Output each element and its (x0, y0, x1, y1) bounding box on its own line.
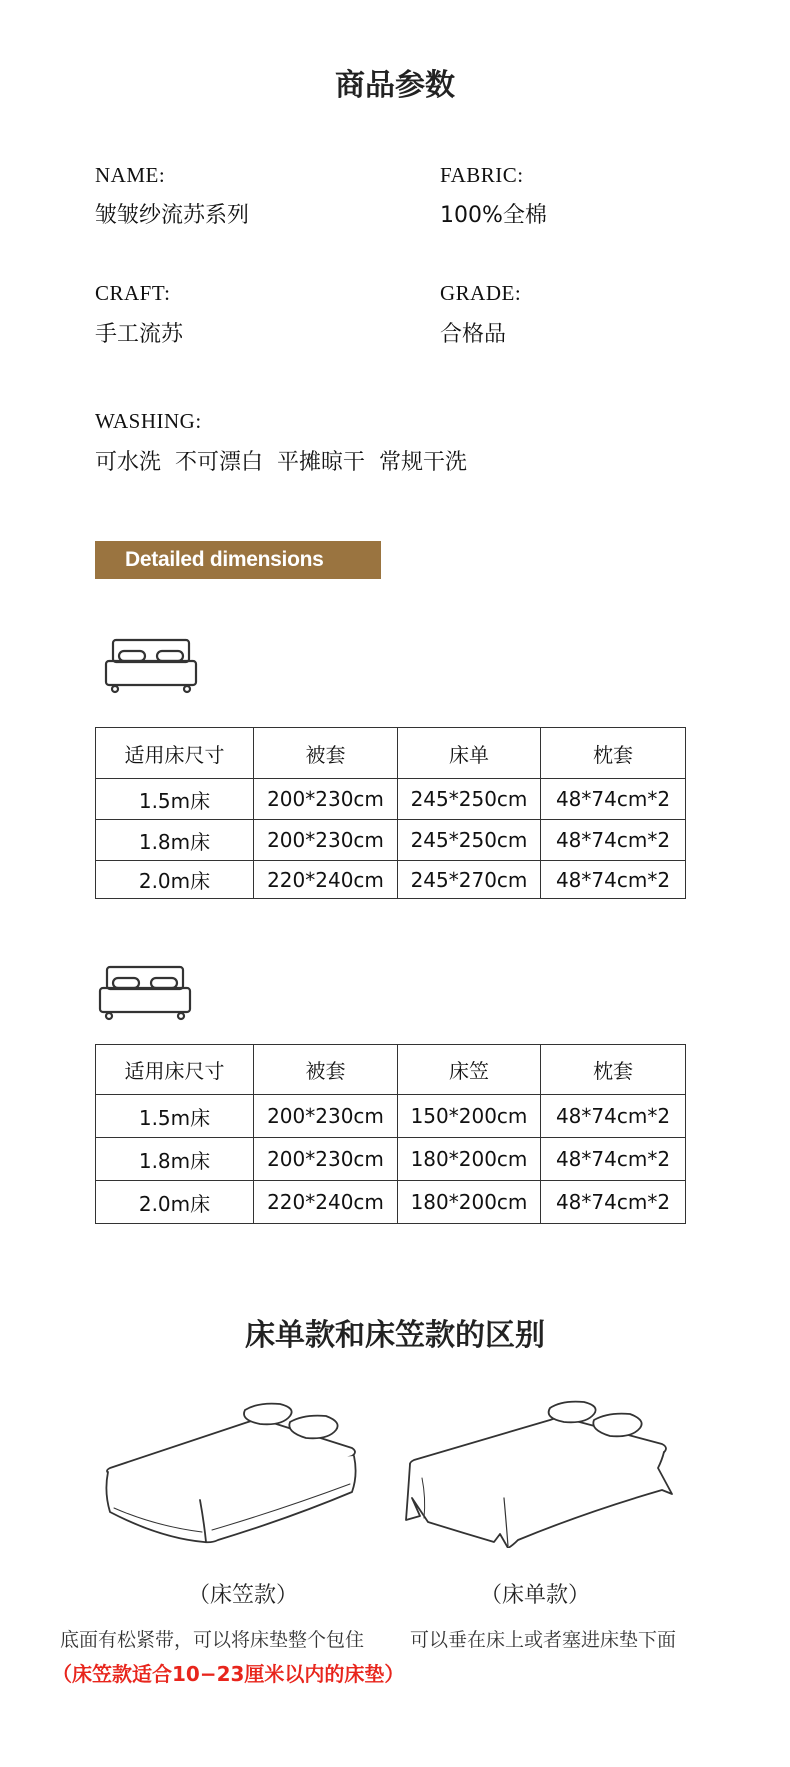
table-cell: 245*270cm (398, 861, 541, 899)
fitted-note: 底面有松紧带，可以将床垫整个包住 (60, 1629, 365, 1651)
size-table-fitted-sheet (95, 1044, 686, 1224)
compare-title: 床单款和床笠款的区别 (245, 1318, 545, 1353)
table-row (96, 1138, 686, 1181)
table-cell: 1.8m床 (96, 820, 254, 861)
table-header-row (96, 728, 686, 779)
table-cell: 48*74cm*2 (541, 820, 686, 861)
name-label: NAME: (95, 163, 166, 187)
table-cell: 245*250cm (398, 779, 541, 820)
table-cell: 48*74cm*2 (541, 779, 686, 820)
table-cell: 180*200cm (398, 1138, 541, 1181)
table-cell: 1.5m床 (96, 779, 254, 820)
table-cell: 200*230cm (254, 779, 398, 820)
grade-label: GRADE: (440, 281, 522, 305)
table-row (96, 779, 686, 820)
fitted-warning: （床笠款适合10−23厘米以内的床垫） (52, 1662, 405, 1686)
name-value: 皱皱纱流苏系列 (95, 203, 250, 228)
table-header-cell: 适用床尺寸 (96, 1045, 254, 1095)
grade-value: 合格品 (440, 322, 507, 347)
table-row (96, 1181, 686, 1224)
table-header-cell: 被套 (254, 1045, 398, 1095)
size-table-flat-sheet (95, 727, 686, 899)
table-header-cell: 适用床尺寸 (96, 728, 254, 779)
table-header-cell: 枕套 (541, 1045, 686, 1095)
table-cell: 200*230cm (254, 1138, 398, 1181)
page-title: 商品参数 (335, 68, 455, 103)
table-row (96, 820, 686, 861)
table-header-cell: 被套 (254, 728, 398, 779)
table-cell: 48*74cm*2 (541, 1181, 686, 1224)
table-cell: 48*74cm*2 (541, 1138, 686, 1181)
bed-icon (97, 965, 193, 1021)
craft-value: 手工流苏 (95, 322, 184, 347)
table-row (96, 1095, 686, 1138)
table-cell: 220*240cm (254, 1181, 398, 1224)
table-header-row (96, 1045, 686, 1095)
washing-label: WASHING: (95, 409, 202, 433)
table-cell: 1.8m床 (96, 1138, 254, 1181)
table-header-cell: 枕套 (541, 728, 686, 779)
table-cell: 48*74cm*2 (541, 1095, 686, 1138)
washing-value: 可水洗 不可漂白 平摊晾干 常规干洗 (95, 450, 467, 475)
flat-sheet-bed-illustration (400, 1398, 680, 1548)
dimensions-banner: Detailed dimensions (95, 541, 381, 579)
table-cell: 200*230cm (254, 1095, 398, 1138)
flat-note: 可以垂在床上或者塞进床垫下面 (410, 1629, 677, 1651)
table-row (96, 861, 686, 899)
bed-icon (103, 638, 199, 694)
table-cell: 2.0m床 (96, 861, 254, 899)
fabric-value: 100%全棉 (440, 203, 547, 228)
table-cell: 245*250cm (398, 820, 541, 861)
fitted-caption: （床笠款） (188, 1583, 299, 1608)
table-header-cell: 床笠 (398, 1045, 541, 1095)
table-header-cell: 床单 (398, 728, 541, 779)
table-cell: 220*240cm (254, 861, 398, 899)
table-cell: 1.5m床 (96, 1095, 254, 1138)
table-cell: 150*200cm (398, 1095, 541, 1138)
flat-caption: （床单款） (480, 1583, 591, 1608)
table-cell: 48*74cm*2 (541, 861, 686, 899)
table-cell: 200*230cm (254, 820, 398, 861)
fabric-label: FABRIC: (440, 163, 524, 187)
craft-label: CRAFT: (95, 281, 171, 305)
table-cell: 2.0m床 (96, 1181, 254, 1224)
table-cell: 180*200cm (398, 1181, 541, 1224)
fitted-sheet-bed-illustration (100, 1400, 360, 1550)
